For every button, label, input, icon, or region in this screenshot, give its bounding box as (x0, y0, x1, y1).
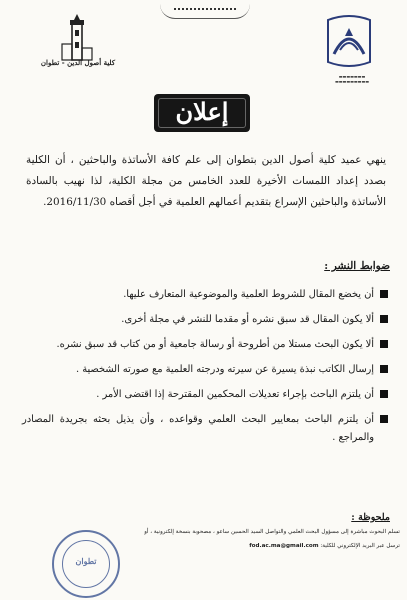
bullet-icon (380, 365, 388, 373)
list-item (22, 411, 390, 447)
banner-title: إعلان (175, 97, 229, 126)
bullet-icon (380, 390, 388, 398)
faculty-name: كلية أصول الدين - تطوان (40, 58, 116, 67)
rules-list (22, 286, 390, 454)
email-link[interactable]: fod.ac.ma@gmail.com (249, 543, 319, 549)
note-line-prefix: ترسل عبر البريد الإلكتروني للكلية: (320, 543, 400, 549)
announcement-banner (154, 94, 250, 132)
university-name-logotype: ▬▬▬▬▬▬▬ ▬▬▬▬▬▬▬▬▬ (334, 74, 369, 84)
note-line: تسلم البحوث مباشرة إلى مسؤول البحث العلمي والتواصل السيد الحسين ساعو ، مصحوبة بنسخة إلكترونية ، أو (144, 529, 400, 535)
list-item (22, 311, 390, 329)
list-item (22, 361, 390, 379)
rules-title: ضوابط النشر : (324, 260, 390, 272)
list-item (22, 286, 390, 304)
rule-text: ألا يكون البحث مستلا من أطروحة أو رسالة جامعية أو من كتاب قد سبق نشره. (56, 339, 374, 350)
note-title: ملحوظة : (351, 512, 390, 523)
rule-text: إرسال الكاتب نبذة يسيرة عن سيرته ودرجته العلمية مع صورته الشخصية . (75, 364, 374, 375)
rule-text: أن يلتزم الباحث بإجراء تعديلات المحكمين المقترحة إذا اقتضى الأمر . (96, 389, 374, 400)
bullet-icon (380, 415, 388, 423)
bullet-icon (380, 340, 388, 348)
list-item (22, 386, 390, 404)
rule-text: ألا يكون المقال قد سبق نشره أو مقدما للنشر في مجلة أخرى. (121, 314, 374, 325)
intro-paragraph: ينهي عميد كلية أصول الدين بتطوان إلى علم كافة الأساتذة والباحثين ، أن الكلية بصدد إعداد اللمسات الأخيرة للعدد الخامس من مجلة الكلية، لذا نهيب بالسادة الأساتذة والباحثين الإسراع بتقديم أعمالهم العلمية في أجل أقصاه 2016/11/30. (26, 154, 386, 208)
minaret-logo-icon (60, 14, 94, 62)
bismillah-calligraphy (160, 4, 250, 19)
rule-text: أن يلتزم الباحث بمعايير البحث العلمي وقواعده ، وأن يذيل بحثه بجريدة المصادر والمراجع . (22, 414, 374, 443)
official-stamp (52, 530, 120, 598)
university-logo-icon (320, 14, 378, 76)
stamp-text: تطوان (75, 556, 97, 566)
bullet-icon (380, 315, 388, 323)
list-item (22, 336, 390, 354)
bullet-icon (380, 290, 388, 298)
rule-text: أن يخضع المقال للشروط العلمية والموضوعية المتعارف عليها. (123, 289, 374, 300)
